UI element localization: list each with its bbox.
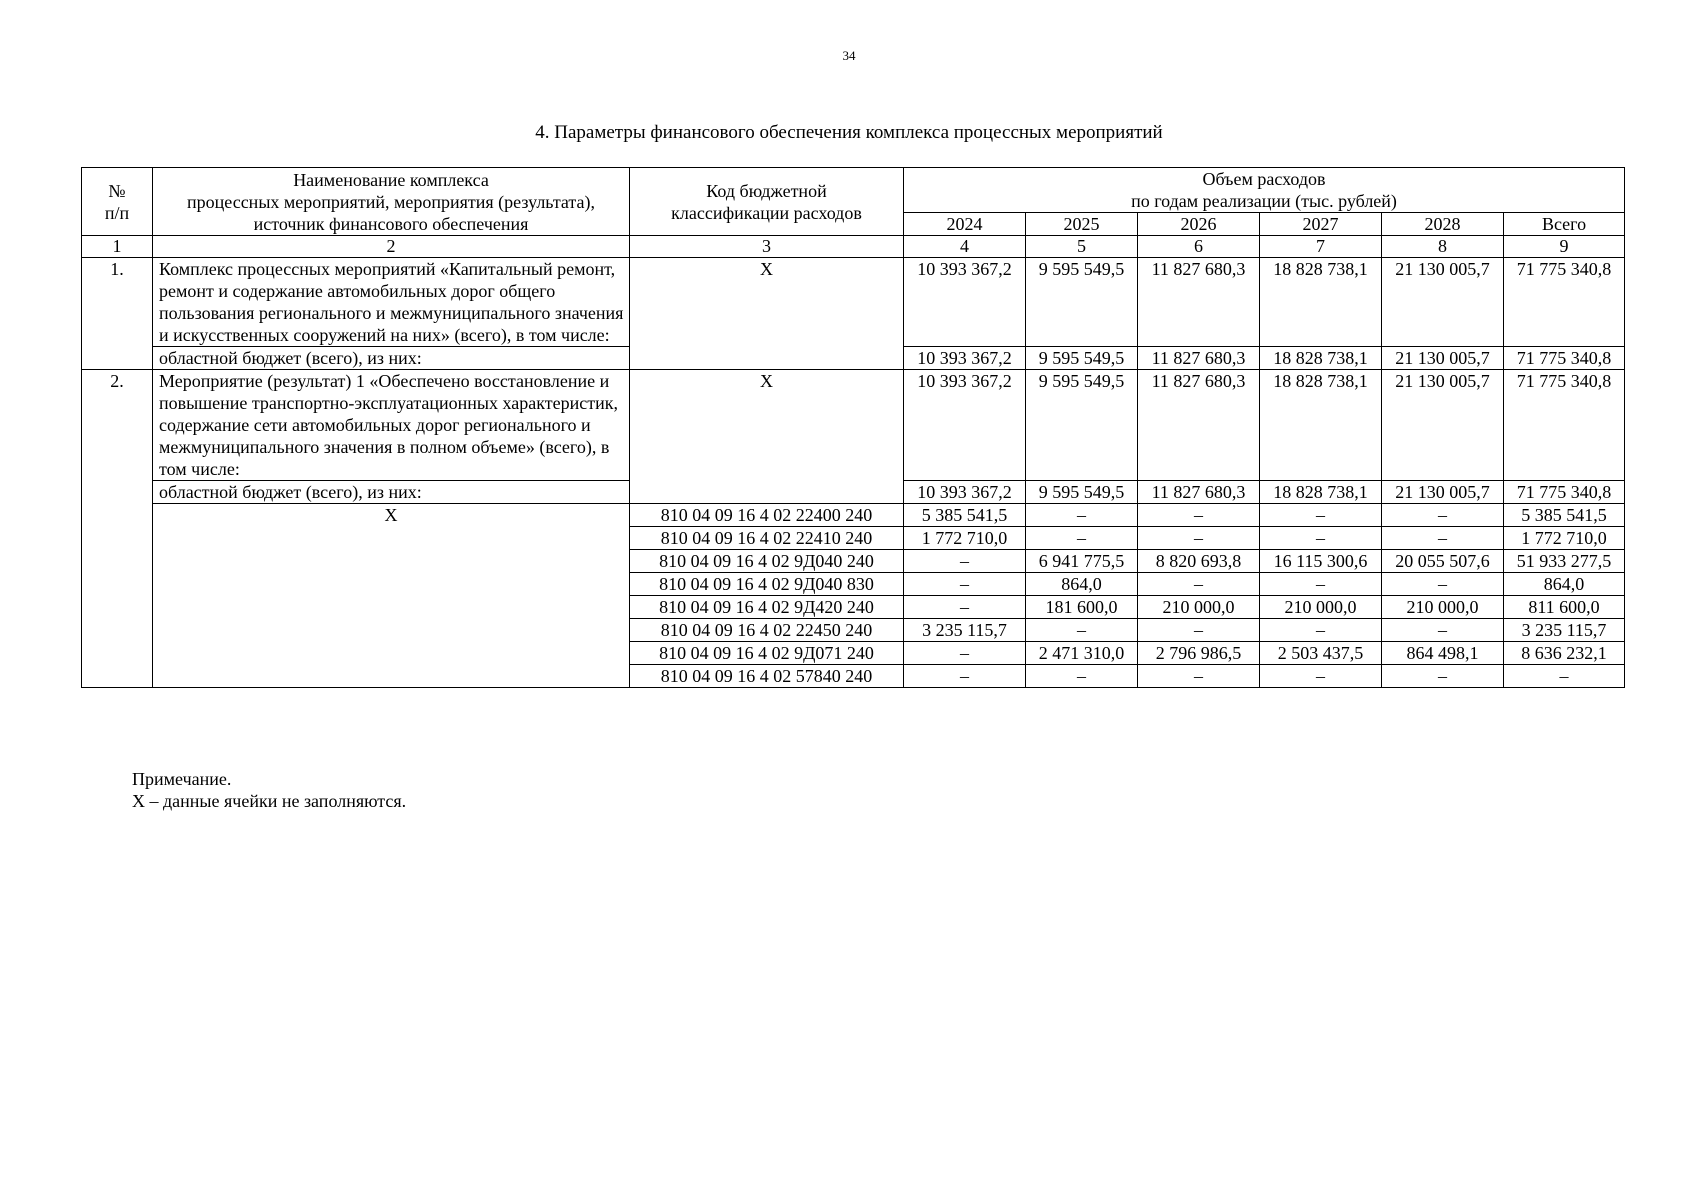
detail-value: – [1382, 573, 1504, 596]
header-year-2025: 2025 [1026, 213, 1138, 236]
detail-value: – [904, 665, 1026, 688]
detail-value: 210 000,0 [1260, 596, 1382, 619]
column-number: 9 [1504, 236, 1625, 258]
detail-value-total: 3 235 115,7 [1504, 619, 1625, 642]
note [132, 768, 406, 812]
detail-value-total: 1 772 710,0 [1504, 527, 1625, 550]
row-1-value-2028: 21 130 005,7 [1382, 258, 1504, 347]
detail-value: – [904, 642, 1026, 665]
detail-value: – [1260, 573, 1382, 596]
detail-value: – [1138, 527, 1260, 550]
column-number: 4 [904, 236, 1026, 258]
column-number: 3 [630, 236, 904, 258]
detail-value: – [904, 573, 1026, 596]
row-1-budget-2026: 11 827 680,3 [1138, 347, 1260, 370]
detail-value: – [1382, 619, 1504, 642]
detail-value: 864,0 [1026, 573, 1138, 596]
row-2-value-2027: 18 828 738,1 [1260, 370, 1382, 481]
detail-code: 810 04 09 16 4 02 22410 240 [630, 527, 904, 550]
table-row-2 [82, 370, 1625, 481]
row-1-value-total: 71 775 340,8 [1504, 258, 1625, 347]
detail-value-total: 811 600,0 [1504, 596, 1625, 619]
detail-value: – [1260, 619, 1382, 642]
detail-value: – [1026, 527, 1138, 550]
note-text: X – данные ячейки не заполняются. [132, 791, 407, 811]
header-row-1 [82, 168, 1625, 213]
detail-value: 181 600,0 [1026, 596, 1138, 619]
row-1-budget-2025: 9 595 549,5 [1026, 347, 1138, 370]
header-number-line-1: № [108, 180, 126, 201]
row-1-budget-2027: 18 828 738,1 [1260, 347, 1382, 370]
header-year-2026: 2026 [1138, 213, 1260, 236]
column-number: 8 [1382, 236, 1504, 258]
column-number: 6 [1138, 236, 1260, 258]
header-year-2027: 2027 [1260, 213, 1382, 236]
detail-value: – [1138, 573, 1260, 596]
detail-value: – [904, 550, 1026, 573]
row-2-budget-total: 71 775 340,8 [1504, 481, 1625, 504]
detail-value: – [1138, 665, 1260, 688]
row-1-code: X [630, 258, 904, 370]
header-volume-line-2: по годам реализации (тыс. рублей) [1131, 191, 1397, 211]
header-name-cell [153, 168, 630, 236]
column-number: 7 [1260, 236, 1382, 258]
detail-value-total: – [1504, 665, 1625, 688]
row-1-value-2024: 10 393 367,2 [904, 258, 1026, 347]
row-1-budget-total: 71 775 340,8 [1504, 347, 1625, 370]
row-1-name: Комплекс процессных мероприятий «Капитальный ремонт, ремонт и содержание автомобильных дорог общего пользования регионального и межмуниципального значения и искусственных сооружений на них» (всего), в том числе: [153, 258, 630, 347]
row-1-value-2026: 11 827 680,3 [1138, 258, 1260, 347]
row-2-budget-2028: 21 130 005,7 [1382, 481, 1504, 504]
row-1-value-2025: 9 595 549,5 [1026, 258, 1138, 347]
detail-code: 810 04 09 16 4 02 57840 240 [630, 665, 904, 688]
row-2-value-total: 71 775 340,8 [1504, 370, 1625, 481]
document-title: 4. Параметры финансового обеспечения комплекса процессных мероприятий [535, 122, 1163, 143]
column-number: 1 [82, 236, 153, 258]
financing-table [81, 167, 1625, 688]
detail-value-total: 8 636 232,1 [1504, 642, 1625, 665]
header-year-2028: 2028 [1382, 213, 1504, 236]
row-2-budget-2025: 9 595 549,5 [1026, 481, 1138, 504]
detail-value: 2 503 437,5 [1260, 642, 1382, 665]
header-name-line-3: источник финансового обеспечения [253, 213, 529, 234]
header-number-line-2: п/п [104, 202, 130, 223]
header-name-line-2: процессных мероприятий, мероприятия (результата), [187, 191, 595, 212]
row-2-number: 2. [82, 370, 153, 688]
row-2-code: X [630, 370, 904, 504]
header-volume-cell [904, 168, 1625, 213]
detail-code: 810 04 09 16 4 02 9Д420 240 [630, 596, 904, 619]
table-row-1 [82, 258, 1625, 347]
detail-value-total: 51 933 277,5 [1504, 550, 1625, 573]
detail-value: – [1026, 619, 1138, 642]
detail-code: 810 04 09 16 4 02 22400 240 [630, 504, 904, 527]
detail-value: 16 115 300,6 [1260, 550, 1382, 573]
row-2-regional-budget-label: областной бюджет (всего), из них: [153, 481, 630, 504]
detail-value: – [1260, 504, 1382, 527]
detail-value: 8 820 693,8 [1138, 550, 1260, 573]
detail-code: 810 04 09 16 4 02 22450 240 [630, 619, 904, 642]
detail-row [82, 504, 1625, 527]
row-2-budget-2027: 18 828 738,1 [1260, 481, 1382, 504]
detail-value: 6 941 775,5 [1026, 550, 1138, 573]
row-1-budget-2028: 21 130 005,7 [1382, 347, 1504, 370]
detail-name-cell: X [153, 504, 630, 688]
column-numbers-row [82, 236, 1625, 258]
detail-value: 5 385 541,5 [904, 504, 1026, 527]
row-1-number: 1. [82, 258, 153, 370]
header-code-line-1: Код бюджетной [706, 180, 827, 201]
row-2-value-2026: 11 827 680,3 [1138, 370, 1260, 481]
row-2-value-2024: 10 393 367,2 [904, 370, 1026, 481]
row-2-value-2025: 9 595 549,5 [1026, 370, 1138, 481]
detail-value: 864 498,1 [1382, 642, 1504, 665]
detail-value: – [1138, 504, 1260, 527]
detail-value: – [1026, 665, 1138, 688]
header-name-line-1: Наименование комплекса [293, 169, 489, 190]
detail-value: 20 055 507,6 [1382, 550, 1504, 573]
row-2-name: Мероприятие (результат) 1 «Обеспечено восстановление и повышение транспортно-эксплуатационных характеристик, содержание сети автомобильных дорог регионального и межмуниципального значения в полном объеме» (всего), в том числе: [153, 370, 630, 481]
detail-value: – [1382, 504, 1504, 527]
detail-code: 810 04 09 16 4 02 9Д071 240 [630, 642, 904, 665]
header-number-cell [82, 168, 153, 236]
detail-value: 2 796 986,5 [1138, 642, 1260, 665]
header-code-cell [630, 168, 904, 236]
column-number: 2 [153, 236, 630, 258]
header-year-2024: 2024 [904, 213, 1026, 236]
page-number: 34 [842, 48, 856, 63]
detail-value: 210 000,0 [1382, 596, 1504, 619]
detail-value: – [904, 596, 1026, 619]
row-1-value-2027: 18 828 738,1 [1260, 258, 1382, 347]
detail-value-total: 864,0 [1504, 573, 1625, 596]
detail-code: 810 04 09 16 4 02 9Д040 240 [630, 550, 904, 573]
header-volume-line-1: Объем расходов [1202, 169, 1326, 189]
detail-value: – [1260, 665, 1382, 688]
detail-value-total: 5 385 541,5 [1504, 504, 1625, 527]
detail-value: – [1382, 665, 1504, 688]
detail-code: 810 04 09 16 4 02 9Д040 830 [630, 573, 904, 596]
row-2-value-2028: 21 130 005,7 [1382, 370, 1504, 481]
row-1-budget-2024: 10 393 367,2 [904, 347, 1026, 370]
header-total: Всего [1504, 213, 1625, 236]
column-number: 5 [1026, 236, 1138, 258]
detail-value: 3 235 115,7 [904, 619, 1026, 642]
header-code-line-2: классификации расходов [671, 202, 862, 223]
detail-value: – [1260, 527, 1382, 550]
note-label: Примечание. [132, 769, 232, 789]
detail-value: 210 000,0 [1138, 596, 1260, 619]
row-2-budget-2024: 10 393 367,2 [904, 481, 1026, 504]
detail-value: – [1138, 619, 1260, 642]
row-2-budget-2026: 11 827 680,3 [1138, 481, 1260, 504]
detail-value: – [1026, 504, 1138, 527]
row-1-regional-budget-label: областной бюджет (всего), из них: [153, 347, 630, 370]
detail-value: 2 471 310,0 [1026, 642, 1138, 665]
detail-value: 1 772 710,0 [904, 527, 1026, 550]
detail-value: – [1382, 527, 1504, 550]
